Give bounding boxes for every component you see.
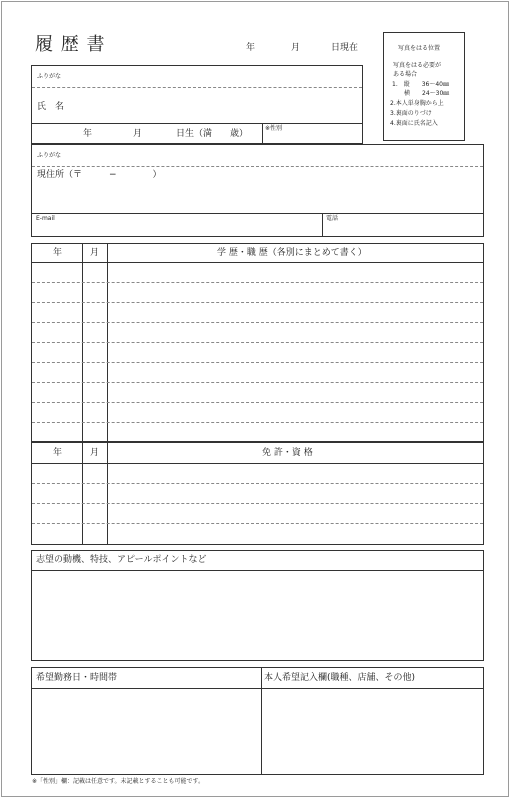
address-label: 現住所（〒 − ）: [37, 170, 162, 180]
form-title: 履 歴 書: [35, 34, 106, 55]
motivation-box: [31, 550, 484, 661]
history-year-header: 年: [53, 248, 63, 258]
licenses-rows-field[interactable]: [32, 464, 483, 544]
licenses-title-header: 免 許・資 格: [262, 448, 313, 458]
photo-title: 写真をはる位置: [398, 45, 441, 52]
photo-line: 4.裏面に氏名記入: [390, 120, 438, 127]
photo-box[interactable]: [383, 32, 465, 141]
resume-form: [1, 1, 509, 797]
email-field[interactable]: [72, 215, 312, 235]
photo-line: 写真をはる必要が: [393, 62, 442, 69]
address-furigana-label: ふりがな: [37, 152, 62, 159]
name-field[interactable]: [82, 90, 357, 120]
photo-line: 横 24〜30㎜: [392, 90, 450, 97]
history-table: [31, 243, 484, 442]
preferences-box: [31, 667, 484, 775]
date-current-label: 日現在: [331, 43, 359, 53]
birth-day-label: 日生（満 歳）: [176, 129, 249, 139]
phone-label: 電話: [326, 215, 339, 222]
licenses-year-header: 年: [53, 448, 63, 458]
history-title-header: 学 歴・職 歴（各別にまとめて書く）: [217, 248, 367, 258]
name-furigana-label: ふりがな: [37, 73, 62, 80]
address-block: [31, 144, 484, 237]
phone-field[interactable]: [347, 215, 477, 235]
photo-line: 1. 縦 36〜40㎜: [392, 81, 449, 88]
requests-title: 本人希望記入欄(職種、店舗、その他): [264, 673, 416, 683]
work-hours-field[interactable]: [32, 689, 260, 774]
address-field[interactable]: [36, 183, 476, 211]
history-month-header: 月: [90, 248, 100, 258]
email-label: E-mail: [36, 215, 55, 222]
work-hours-title: 希望勤務日・時間帯: [36, 673, 118, 683]
motivation-field[interactable]: [32, 571, 483, 660]
name-label: 氏 名: [37, 102, 65, 112]
date-year-label: 年: [246, 43, 256, 53]
gender-field[interactable]: [264, 134, 361, 143]
birth-year-label: 年: [83, 129, 93, 139]
licenses-month-header: 月: [90, 448, 100, 458]
photo-line: ある場合: [393, 71, 418, 78]
date-month-label: 月: [291, 43, 301, 53]
footnote: ※「性別」欄：記載は任意です。未記載とすることも可能です。: [32, 778, 205, 785]
gender-label: ※性別: [265, 125, 283, 132]
name-block: [31, 65, 363, 144]
motivation-title: 志望の動機、特技、アピールポイントなど: [36, 555, 207, 565]
photo-line: 3.裏面のりづけ: [390, 110, 432, 117]
birth-month-label: 月: [133, 129, 143, 139]
requests-field[interactable]: [262, 689, 483, 774]
history-rows-field[interactable]: [32, 263, 483, 441]
photo-line: 2.本人単身胸から上: [390, 100, 444, 107]
licenses-table: [31, 442, 484, 545]
